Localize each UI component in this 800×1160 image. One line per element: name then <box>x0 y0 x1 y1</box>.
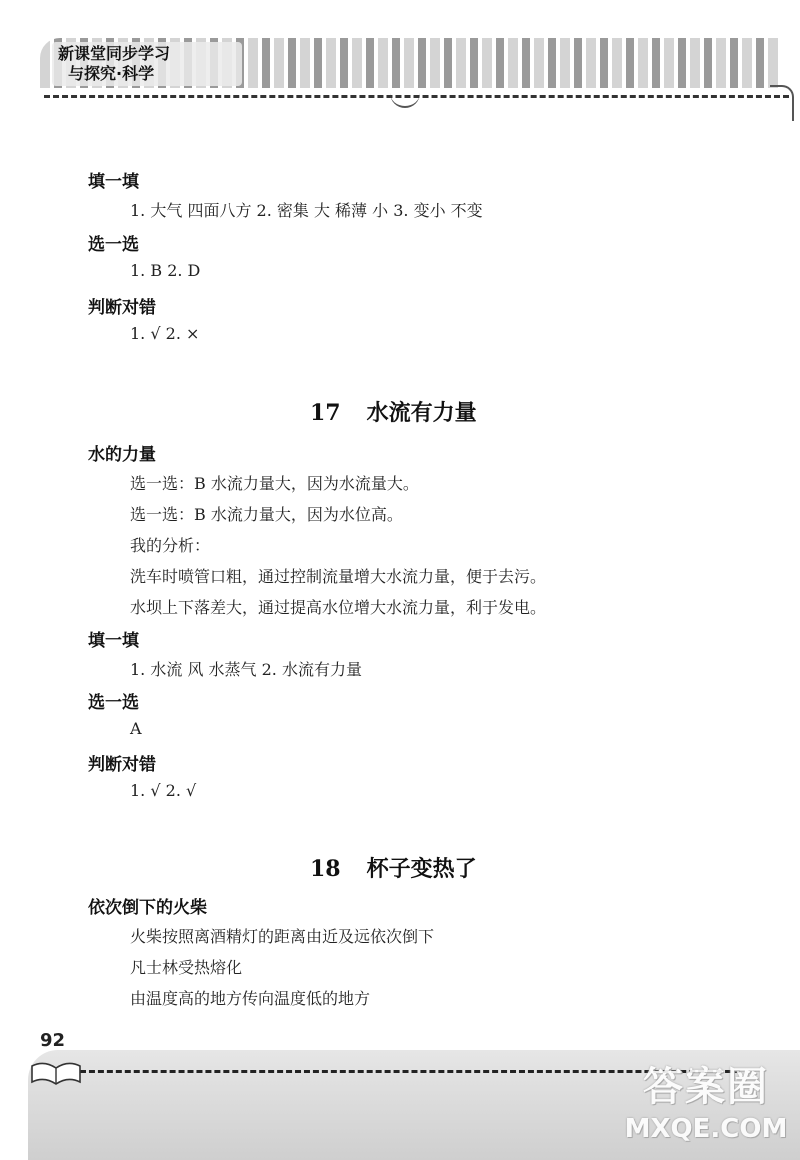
ch17-fill-heading: 填一填 <box>88 631 139 651</box>
choose-answers: 1. B 2. D <box>130 261 201 280</box>
ch18-line-1: 火柴按照离酒精灯的距离由近及远依次倒下 <box>130 927 435 946</box>
ch17-choose-answers: A <box>130 719 142 738</box>
book-title <box>52 42 242 86</box>
chapter-17-title <box>310 396 477 427</box>
ch17-fill-answers: 1. 水流 风 水蒸气 2. 水流有力量 <box>130 660 362 679</box>
choose-heading: 选一选 <box>88 235 139 255</box>
header-curl-decoration <box>390 90 420 108</box>
watermark-main: 答案圈 <box>643 1064 769 1110</box>
watermark <box>618 1062 794 1156</box>
book-title-line1: 新课堂同步学习 <box>58 44 171 63</box>
judge-heading: 判断对错 <box>88 298 156 318</box>
book-title-line2: 与探究·科学 <box>68 64 155 83</box>
chapter-18-title <box>310 852 477 883</box>
ch17-line-1: 选一选：B 水流力量大，因为水流量大。 <box>130 474 419 493</box>
chapter-18-number: 18 <box>310 856 341 882</box>
ch17-line-3: 我的分析： <box>130 536 211 555</box>
ch18-line-2: 凡士林受热熔化 <box>130 958 243 977</box>
ch18-line-3: 由温度高的地方传向温度低的地方 <box>130 989 371 1008</box>
ch17-line-5: 水坝上下落差大，通过提高水位增大水流力量，利于发电。 <box>130 598 547 617</box>
ch17-line-4: 洗车时喷管口粗，通过控制流量增大水流力量，便于去污。 <box>130 567 547 586</box>
chapter-17-number: 17 <box>310 400 341 426</box>
fill-heading: 填一填 <box>88 172 139 192</box>
fill-answers: 1. 大气 四面八方 2. 密集 大 稀薄 小 3. 变小 不变 <box>130 201 483 220</box>
ch17-judge-answers: 1. √ 2. √ <box>130 781 197 800</box>
ch17-choose-heading: 选一选 <box>88 693 139 713</box>
header-corner-decoration <box>770 85 794 121</box>
judge-answers: 1. √ 2. × <box>130 324 200 343</box>
ch17-line-2: 选一选：B 水流力量大，因为水位高。 <box>130 505 403 524</box>
page-number: 92 <box>40 1030 66 1051</box>
open-book-icon <box>30 1060 82 1086</box>
chapter-18-name: 杯子变热了 <box>366 856 477 882</box>
matches-heading: 依次倒下的火柴 <box>88 898 207 918</box>
chapter-17-name: 水流有力量 <box>366 400 477 426</box>
water-power-heading: 水的力量 <box>88 445 156 465</box>
ch17-judge-heading: 判断对错 <box>88 755 156 775</box>
watermark-sub: MXQE.COM <box>624 1114 788 1144</box>
